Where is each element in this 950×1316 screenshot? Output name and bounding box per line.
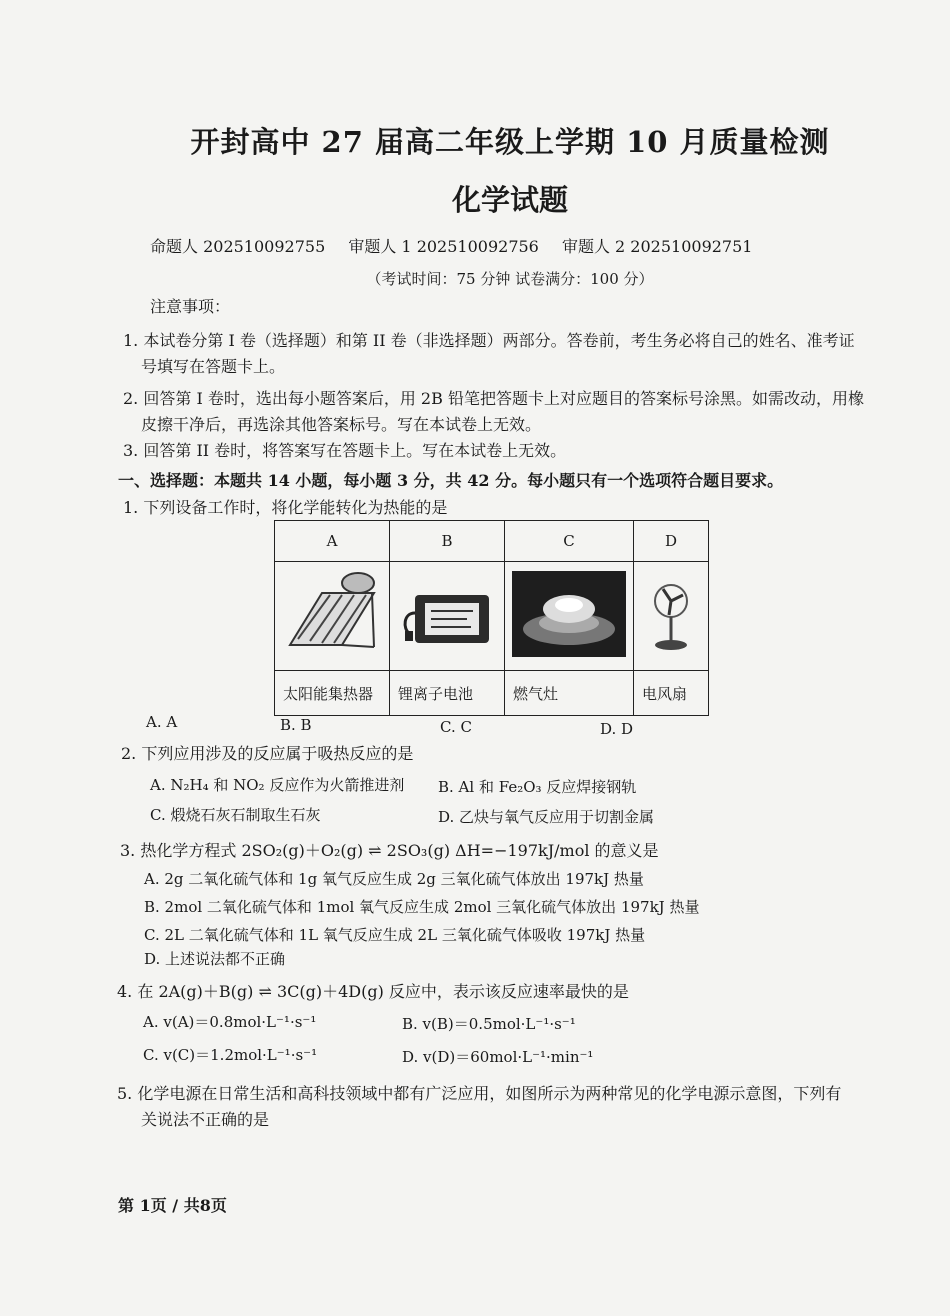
q5-stem-line-1: 5. 化学电源在日常生活和高科技领域中都有广泛应用，如图所示为两种常见的化学电源示意图，下列有 (117, 1084, 842, 1103)
q1-col-c-header: C (505, 521, 634, 562)
section-1-heading: 一、选择题：本题共 14 小题，每小题 3 分，共 42 分。每小题只有一个选项符合题目要求。 (118, 471, 784, 490)
author-reviewer-1: 审题人 1 202510092756 (348, 237, 539, 256)
q2-option-a: A. N₂H₄ 和 NO₂ 反应作为火箭推进剂 (150, 776, 405, 794)
q2-option-b: B. Al 和 Fe₂O₃ 反应焊接钢轨 (438, 778, 637, 796)
author-reviewer-2: 审题人 2 202510092751 (561, 237, 753, 256)
author-proposer: 命题人 202510092755 (150, 237, 326, 256)
q3-stem: 3. 热化学方程式 2SO₂(g)＋O₂(g) ⇌ 2SO₃(g) ΔH=−197kJ/mol 的意义是 (120, 841, 659, 860)
q1-col-b-header: B (390, 521, 505, 562)
q1-image-solar-heater (275, 562, 390, 671)
q4-option-b: B. v(B)＝0.5mol·L⁻¹·s⁻¹ (402, 1015, 576, 1033)
gas-stove-icon (510, 567, 628, 661)
notes-heading: 注意事项： (150, 297, 231, 316)
exam-subtitle: 化学试题 (451, 183, 568, 217)
q2-option-d: D. 乙炔与氧气反应用于切割金属 (438, 808, 655, 826)
q5-stem-line-2: 关说法不正确的是 (141, 1110, 270, 1129)
battery-icon (397, 567, 497, 661)
q1-col-a-header: A (275, 521, 390, 562)
electric-fan-icon (641, 567, 701, 661)
page-number: 第 1页 / 共8页 (118, 1196, 227, 1215)
q1-col-d-header: D (634, 521, 709, 562)
solar-heater-icon (282, 567, 382, 661)
exam-info: （考试时间：75 分钟 试卷满分：100 分） (366, 270, 654, 288)
q1-image-electric-fan (634, 562, 709, 671)
q1-stem: 1. 下列设备工作时，将化学能转化为热能的是 (123, 498, 448, 517)
q1-image-gas-stove (505, 562, 634, 671)
q1-label-d: 电风扇 (634, 671, 709, 716)
q1-option-a: A. A (146, 713, 178, 731)
exam-title: 开封高中 27 届高二年级上学期 10 月质量检测 (190, 125, 830, 159)
note-2-line-1: 2. 回答第 I 卷时，选出每小题答案后，用 2B 铅笔把答题卡上对应题目的答案标号涂黑。如需改动，用橡 (123, 389, 864, 408)
note-3: 3. 回答第 II 卷时，将答案写在答题卡上。写在本试卷上无效。 (123, 441, 567, 460)
q1-device-table (274, 520, 709, 716)
q1-label-a: 太阳能集热器 (275, 671, 390, 716)
note-2-line-2: 皮擦干净后，再选涂其他答案标号。写在本试卷上无效。 (141, 415, 542, 434)
q3-option-a: A. 2g 二氧化硫气体和 1g 氧气反应生成 2g 三氧化硫气体放出 197kJ 热量 (144, 870, 644, 888)
q4-option-d: D. v(D)＝60mol·L⁻¹·min⁻¹ (402, 1048, 594, 1066)
note-1-line-2: 号填写在答题卡上。 (141, 357, 286, 376)
q1-image-li-battery (390, 562, 505, 671)
q3-option-d: D. 上述说法都不正确 (144, 950, 286, 968)
q1-label-c: 燃气灶 (505, 671, 634, 716)
q2-stem: 2. 下列应用涉及的反应属于吸热反应的是 (121, 744, 414, 763)
q4-stem: 4. 在 2A(g)＋B(g) ⇌ 3C(g)＋4D(g) 反应中，表示该反应速率最快的是 (117, 982, 629, 1001)
q4-option-c: C. v(C)＝1.2mol·L⁻¹·s⁻¹ (143, 1046, 318, 1064)
q1-option-d: D. D (600, 720, 634, 738)
authors-line (150, 234, 770, 257)
q1-option-c: C. C (440, 718, 472, 736)
q2-option-c: C. 煅烧石灰石制取生石灰 (150, 806, 321, 824)
q3-option-b: B. 2mol 二氧化硫气体和 1mol 氧气反应生成 2mol 三氧化硫气体放出 197kJ 热量 (144, 898, 700, 916)
q1-label-b: 锂离子电池 (390, 671, 505, 716)
note-1-line-1: 1. 本试卷分第 I 卷（选择题）和第 II 卷（非选择题）两部分。答卷前，考生务必将自己的姓名、准考证 (123, 331, 855, 350)
q3-option-c: C. 2L 二氧化硫气体和 1L 氧气反应生成 2L 三氧化硫气体吸收 197kJ 热量 (144, 926, 646, 944)
q4-option-a: A. v(A)＝0.8mol·L⁻¹·s⁻¹ (143, 1013, 317, 1031)
q1-option-b: B. B (280, 716, 312, 734)
